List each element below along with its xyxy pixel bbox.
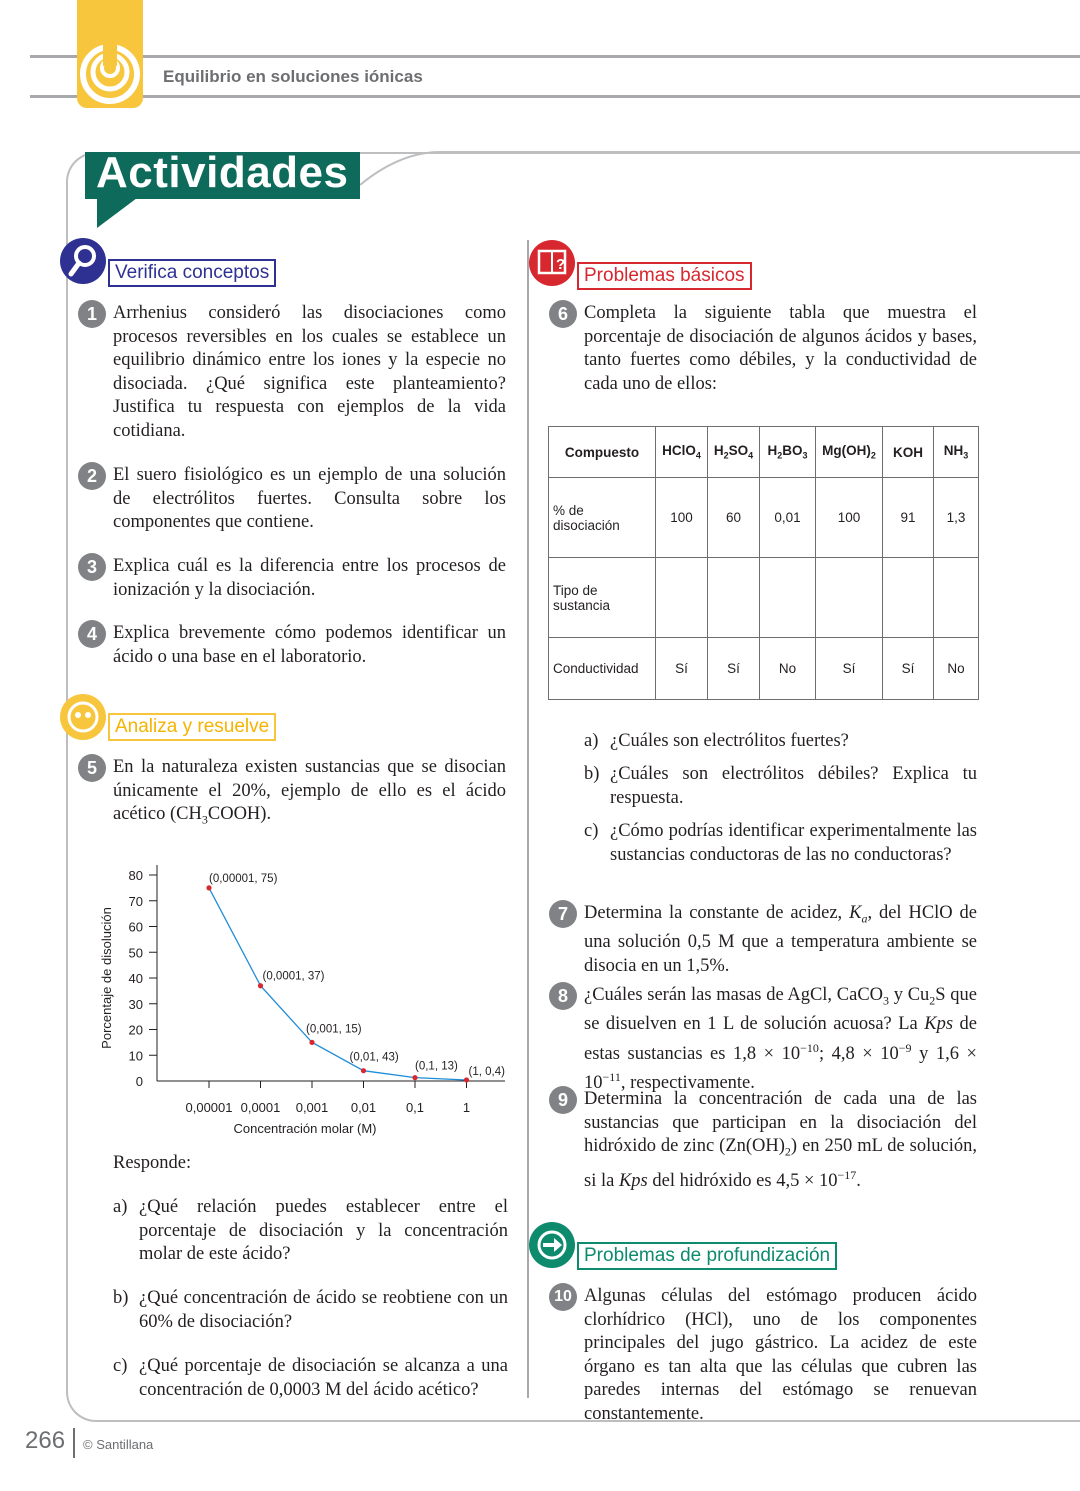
item-text: ¿Qué porcentaje de disociación se alcanza a una concentración de 0,0003 M del ácido acético?: [139, 1356, 508, 1400]
table-cell: 60: [708, 478, 760, 558]
table-corner: Compuesto: [549, 427, 656, 478]
dissociation-chart: [95, 855, 515, 1145]
col-sub: 3: [963, 450, 969, 461]
q8-e1: −10: [800, 1040, 819, 1055]
arrow-right-icon: [529, 1222, 575, 1268]
col-header: [656, 427, 708, 478]
q5-sub: 3: [201, 812, 208, 827]
x-axis-label: Concentración molar (M): [233, 1121, 377, 1136]
y-tick-label: 30: [128, 996, 143, 1012]
question-4-text: Explica brevemente cómo podemos identificar un ácido o una base en el laboratorio.: [113, 623, 506, 667]
q8-kps: Kps: [924, 1014, 954, 1035]
item-text: ¿Qué relación puedes establecer entre el porcentaje de disociación y la concentración molar de este ácido?: [139, 1197, 508, 1264]
q8-g: , respectivamente.: [620, 1073, 755, 1094]
col-sub: 4: [695, 450, 701, 461]
table-cell: 0,01: [760, 478, 816, 558]
table-cell: 100: [816, 478, 883, 558]
table-header-row: [549, 427, 979, 478]
y-tick-label: 20: [128, 1022, 143, 1038]
q7-k: K: [849, 903, 862, 923]
q6-item-c: [584, 820, 977, 867]
col-sub: 2: [870, 450, 876, 461]
table-cell[interactable]: [934, 558, 979, 638]
question-number: 8: [549, 982, 577, 1010]
item-letter: b): [113, 1288, 129, 1308]
q8-b: y Cu: [889, 985, 930, 1005]
row-label: Conductividad: [549, 638, 656, 700]
q8-s2: 2: [929, 993, 936, 1008]
q6-item-a: [584, 730, 977, 754]
q7-b: , del HClO de una solución 0,5 M que a temperatura ambiente se disocia en un 1,5%.: [584, 903, 978, 976]
table-cell: Sí: [816, 638, 883, 700]
point-label: (1, 0,4): [468, 1065, 505, 1078]
col-sub: 2: [777, 450, 783, 461]
col-base: NH: [943, 443, 964, 459]
q7-a: Determina la constante de acidez,: [584, 903, 850, 923]
question-5-text: [113, 756, 506, 832]
col-header: [708, 427, 760, 478]
item-letter: c): [584, 821, 599, 841]
col-sub2: 4: [748, 450, 754, 461]
col-tail: SO: [728, 443, 749, 459]
col-header: [816, 427, 883, 478]
q8-e3: −11: [602, 1070, 621, 1085]
y-tick-label: 0: [135, 1074, 143, 1089]
data-point: [309, 1040, 314, 1045]
point-label: (0,001, 15): [306, 1023, 362, 1036]
section-verifica-conceptos: Verifica conceptos: [108, 259, 276, 287]
chapter-title: Equilibrio en soluciones iónicas: [163, 67, 423, 86]
q9-s1: 2: [784, 1144, 791, 1159]
q5-text-b: COOH).: [207, 804, 272, 824]
question-2-text: El suero fisiológico es un ejemplo de una solución de electrólitos fuertes. Consulta sobre los componentes que contiene.: [113, 465, 506, 532]
col-header: [760, 427, 816, 478]
activities-title: Actividades: [96, 148, 349, 197]
data-point: [361, 1068, 366, 1073]
q8-d: de estas sustancias es 1,8 × 10: [584, 1014, 977, 1064]
x-tick-label: 0,001: [295, 1100, 329, 1115]
q8-e2: −9: [898, 1040, 912, 1055]
row-label: Tipo de sustancia: [549, 558, 656, 638]
col-sub: 2: [723, 450, 729, 461]
question-number: 2: [78, 462, 106, 490]
y-axis-label: Porcentaje de disolución: [99, 907, 114, 1049]
svg-text:?: ?: [556, 256, 566, 273]
q9-e1: −17: [837, 1168, 857, 1183]
col-base: KOH: [893, 444, 923, 460]
table-cell: No: [934, 638, 979, 700]
section-analiza-resuelve: Analiza y resuelve: [108, 713, 276, 741]
table-cell: Sí: [656, 638, 708, 700]
section-profundizacion: Problemas de profundización: [577, 1242, 837, 1270]
question-10-text: Algunas células del estómago producen ácido clorhídrico (HCl), uno de los componentes principales del jugo gástrico. La acidez de este órgano es tan alta que las células que cubren las paredes internas del estómago se renuevan constantemente.: [584, 1286, 977, 1424]
x-tick-label: 0,00001: [185, 1100, 233, 1115]
y-tick-label: 60: [128, 919, 143, 935]
q8-s1: 3: [883, 993, 890, 1008]
table-cell: Sí: [708, 638, 760, 700]
magnifier-icon: [60, 238, 106, 284]
point-label: (0,00001, 75): [209, 872, 278, 885]
q7-ksub: a: [861, 911, 868, 926]
col-base: Mg(OH): [822, 443, 871, 459]
y-tick-label: 80: [128, 868, 143, 883]
header-tab: [77, 0, 143, 108]
col-header: [883, 427, 934, 478]
table-cell[interactable]: [760, 558, 816, 638]
table-row: [549, 638, 979, 700]
q9-b: ) en 250 mL de solución, si la: [584, 1136, 977, 1192]
question-1-text: Arrhenius consideró las disociaciones como procesos reversibles en los cuales se establece un equilibrio dinámico entre los iones y la especie no disociada. ¿Qué significa este planteamiento? Justifica tu respuesta con ejemplos de la vida cotidiana.: [113, 303, 506, 441]
item-text: ¿Cuáles son electrólitos débiles? Explica tu respuesta.: [610, 764, 977, 808]
col-base: HClO: [662, 443, 696, 459]
question-9-text: [584, 1088, 977, 1194]
x-tick-label: 0,01: [350, 1100, 377, 1115]
q9-kps: Kps: [618, 1171, 648, 1192]
table-cell[interactable]: [708, 558, 760, 638]
x-tick-label: 1: [462, 1100, 471, 1115]
table-cell: 91: [883, 478, 934, 558]
q5-item-b: [113, 1287, 508, 1334]
header-rule-bottom: [30, 95, 1080, 98]
table-cell: Sí: [883, 638, 934, 700]
data-point: [464, 1077, 469, 1082]
q8-a: ¿Cuáles serán las masas de AgCl, CaCO: [584, 985, 884, 1005]
series-line: [209, 888, 467, 1080]
q9-c: del hidróxido es 4,5 × 10: [647, 1171, 838, 1192]
question-7-text: [584, 902, 977, 978]
book-question-icon: [529, 240, 575, 286]
q6-item-b: [584, 763, 977, 810]
item-text: ¿Qué concentración de ácido se reobtiene con un 60% de disociación?: [139, 1288, 508, 1332]
x-tick-label: 0,1: [405, 1100, 425, 1115]
table-cell[interactable]: [816, 558, 883, 638]
question-number: 4: [78, 620, 106, 648]
copyright: © Santillana: [83, 1437, 154, 1452]
banner-tail: [97, 198, 137, 228]
col-base: H: [713, 443, 724, 459]
item-letter: a): [584, 731, 599, 751]
page-number: 266: [25, 1427, 66, 1454]
page-number-separator: [73, 1428, 75, 1458]
item-letter: c): [113, 1356, 128, 1376]
data-point: [412, 1075, 417, 1080]
question-3-text: Explica cuál es la diferencia entre los procesos de ionización y la disociación.: [113, 556, 506, 600]
table-cell[interactable]: [883, 558, 934, 638]
q8-c: S que se disuelven en 1 L de solución acuosa? La: [584, 985, 978, 1035]
q5-item-a: [113, 1196, 508, 1267]
data-point: [206, 885, 211, 890]
responde-label: Responde:: [113, 1153, 192, 1173]
face-icon: [60, 694, 106, 740]
question-8-text: [584, 984, 977, 1096]
col-base: H: [767, 443, 778, 459]
table-row: [549, 558, 979, 638]
question-number: 1: [78, 300, 106, 328]
question-number: 9: [549, 1086, 577, 1114]
q9-d: .: [856, 1171, 861, 1192]
col-sub2: 3: [802, 450, 808, 461]
question-number: 10: [549, 1283, 577, 1311]
item-letter: a): [113, 1197, 128, 1217]
y-tick-label: 50: [128, 945, 143, 961]
point-label: (0,1, 13): [415, 1060, 458, 1073]
point-label: (0,0001, 37): [262, 970, 325, 983]
spiral-logo-icon: [77, 0, 143, 108]
table-cell: 1,3: [934, 478, 979, 558]
table-row: [549, 478, 979, 558]
y-tick-label: 10: [128, 1048, 143, 1064]
q5-item-c: [113, 1355, 508, 1402]
item-letter: b): [584, 764, 600, 784]
point-label: (0,01, 43): [349, 1051, 399, 1064]
q5-text-a: En la naturaleza existen sustancias que se disocian únicamente el 20%, ejemplo de ello es el ácido acético (CH: [113, 757, 506, 824]
question-6-text: Completa la siguiente tabla que muestra el porcentaje de disociación de algunos ácidos y bases, tanto fuertes como débiles, y la conductividad de cada uno de ellos:: [584, 303, 977, 394]
q8-e: ; 4,8 × 10: [818, 1043, 899, 1064]
y-tick-label: 40: [128, 971, 143, 986]
header-rule-top: [30, 55, 1080, 58]
y-tick-label: 70: [128, 893, 143, 909]
col-tail: BO: [782, 443, 803, 459]
data-point: [258, 983, 263, 988]
table-cell: No: [760, 638, 816, 700]
table-cell: 100: [656, 478, 708, 558]
q8-f: y 1,6 × 10: [584, 1043, 977, 1094]
table-cell[interactable]: [656, 558, 708, 638]
question-number: 7: [549, 900, 577, 928]
question-number: 6: [549, 300, 577, 328]
row-label: % de disociación: [549, 478, 656, 558]
question-number: 3: [78, 553, 106, 581]
section-problemas-basicos: Problemas básicos: [577, 262, 752, 290]
x-tick-label: 0,0001: [240, 1100, 281, 1115]
dissociation-table: [548, 426, 979, 700]
col-header: [934, 427, 979, 478]
item-text: ¿Cómo podrías identificar experimentalmente las sustancias conductoras de las no conductoras?: [610, 821, 977, 865]
item-text: ¿Cuáles son electrólitos fuertes?: [610, 731, 849, 751]
q9-a: Determina la concentración de cada una de las sustancias que participan en la disociación del hidróxido de zinc (Zn(OH): [584, 1089, 977, 1156]
question-number: 5: [78, 754, 106, 782]
